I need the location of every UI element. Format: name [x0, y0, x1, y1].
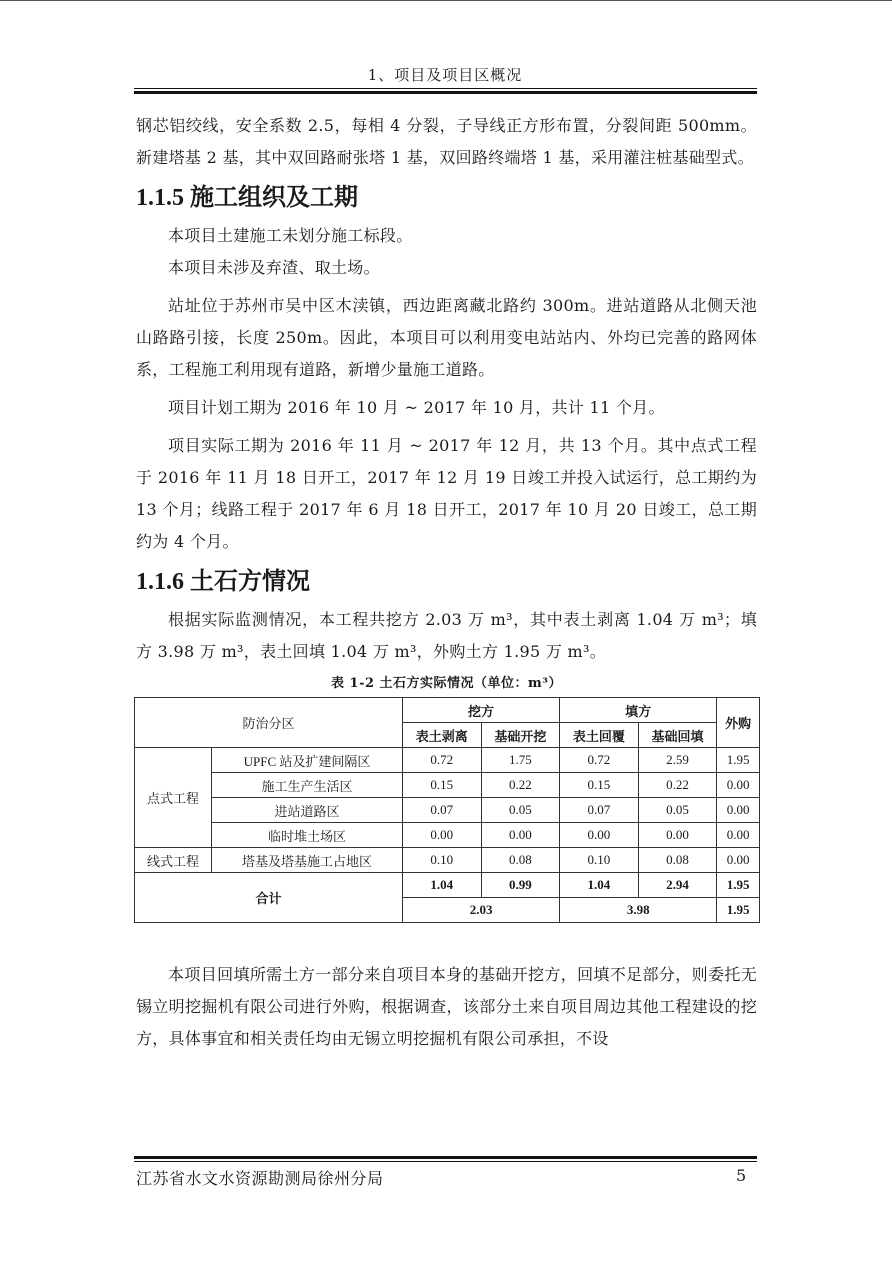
value-cell: 0.00: [717, 773, 760, 798]
total-cell: 2.94: [638, 873, 717, 898]
area-cell: UPFC 站及扩建间隔区: [212, 748, 403, 773]
fill-sum-cell: 3.98: [560, 898, 717, 923]
header-cut: 挖方: [403, 698, 560, 723]
page-top-border: [0, 0, 892, 1]
group-line-project: 线式工程: [135, 848, 212, 873]
page-number: 5: [736, 1166, 747, 1185]
value-cell: 2.59: [638, 748, 717, 773]
header-rule-thick: [134, 91, 757, 94]
area-cell: 塔基及塔基施工占地区: [212, 848, 403, 873]
purchase-sum-cell: 1.95: [717, 898, 760, 923]
paragraph: 站址位于苏州市吴中区木渎镇，西边距离藏北路约 300m。进站道路从北侧天池山路路引接，长度 250m。因此，本项目可以利用变电站站内、外均已完善的路网体系，工程施工利用现有道路，新增少量施工道路。: [136, 296, 757, 379]
paragraph: 本项目回填所需土方一部分来自项目本身的基础开挖方，回填不足部分，则委托无锡立明挖掘机有限公司进行外购，根据调查，该部分土来自项目周边其他工程建设的挖方，具体事宜和相关责任均由无锡立明挖掘机有限公司承担，不设: [136, 965, 757, 1048]
cut-sum-cell: 2.03: [403, 898, 560, 923]
area-cell: 临时堆土场区: [212, 823, 403, 848]
table-header-row: [135, 698, 760, 723]
footer-rule-thin: [134, 1161, 757, 1162]
value-cell: 0.00: [403, 823, 482, 848]
header-purchase: 外购: [717, 698, 760, 748]
value-cell: 0.08: [481, 848, 560, 873]
area-cell: 进站道路区: [212, 798, 403, 823]
value-cell: 0.08: [638, 848, 717, 873]
earthwork-table: [134, 697, 760, 923]
value-cell: 0.15: [403, 773, 482, 798]
value-cell: 0.22: [638, 773, 717, 798]
value-cell: 0.10: [403, 848, 482, 873]
value-cell: 0.15: [560, 773, 639, 798]
paragraph-continued: 钢芯铝绞线，安全系数 2.5，每相 4 分裂，子导线正方形布置，分裂间距 500mm。新建塔基 2 基，其中双回路耐张塔 1 基，双回路终端塔 1 基，采用灌注桩基础型式。: [136, 116, 757, 167]
value-cell: 0.72: [403, 748, 482, 773]
total-cell: 0.99: [481, 873, 560, 898]
header-foundation-fill: 基础回填: [638, 723, 717, 748]
footer-rule-thick: [134, 1156, 757, 1159]
total-cell: 1.04: [403, 873, 482, 898]
section-heading-1-1-5: 1.1.5 施工组织及工期: [136, 185, 358, 211]
running-header: 1、项目及项目区概况: [367, 66, 523, 84]
paragraph: 根据实际监测情况，本工程共挖方 2.03 万 m³，其中表土剥离 1.04 万 m³；填方 3.98 万 m³，表土回填 1.04 万 m³，外购土方 1.95 万 m³。: [136, 610, 757, 661]
header-zone: 防治分区: [135, 698, 403, 748]
area-cell: 施工生产生活区: [212, 773, 403, 798]
value-cell: 1.75: [481, 748, 560, 773]
value-cell: 0.22: [481, 773, 560, 798]
table-row: [135, 773, 760, 798]
table-caption: 表 1-2 土石方实际情况（单位：m³）: [331, 676, 562, 691]
value-cell: 0.05: [481, 798, 560, 823]
value-cell: 0.00: [717, 823, 760, 848]
table-row: [135, 848, 760, 873]
value-cell: 1.95: [717, 748, 760, 773]
table-row: [135, 798, 760, 823]
page-body: [136, 110, 757, 1055]
total-cell: 1.04: [560, 873, 639, 898]
table-row: [135, 823, 760, 848]
total-label: 合计: [135, 873, 403, 923]
value-cell: 0.07: [560, 798, 639, 823]
paragraph: 本项目土建施工未划分施工标段。: [168, 226, 413, 245]
value-cell: 0.07: [403, 798, 482, 823]
header-foundation-dig: 基础开挖: [481, 723, 560, 748]
table-total-row: [135, 873, 760, 898]
section-heading-1-1-6: 1.1.6 土石方情况: [136, 569, 310, 595]
header-topsoil-strip: 表土剥离: [403, 723, 482, 748]
header-topsoil-cover: 表土回覆: [560, 723, 639, 748]
value-cell: 0.05: [638, 798, 717, 823]
table-row: [135, 748, 760, 773]
value-cell: 0.00: [560, 823, 639, 848]
value-cell: 0.00: [717, 798, 760, 823]
header-rule-thin: [134, 88, 757, 89]
header-fill: 填方: [560, 698, 717, 723]
footer-organization: 江苏省水文水资源勘测局徐州分局: [136, 1169, 384, 1188]
value-cell: 0.10: [560, 848, 639, 873]
group-point-project: 点式工程: [135, 748, 212, 848]
paragraph: 项目计划工期为 2016 年 10 月 ~ 2017 年 10 月，共计 11 个月。: [168, 398, 665, 417]
total-cell: 1.95: [717, 873, 760, 898]
value-cell: 0.72: [560, 748, 639, 773]
paragraph: 项目实际工期为 2016 年 11 月 ~ 2017 年 12 月，共 13 个月。其中点式工程于 2016 年 11 月 18 日开工，2017 年 12 月 19 日竣工并投入试运行，总工期约为 13 个月；线路工程于 2017 年 6 月 18 日开工，2017 年 10 月 20 日竣工，总工期约为 4 个月。: [136, 436, 757, 551]
paragraph: 本项目未涉及弃渣、取土场。: [168, 258, 380, 277]
value-cell: 0.00: [717, 848, 760, 873]
value-cell: 0.00: [638, 823, 717, 848]
value-cell: 0.00: [481, 823, 560, 848]
